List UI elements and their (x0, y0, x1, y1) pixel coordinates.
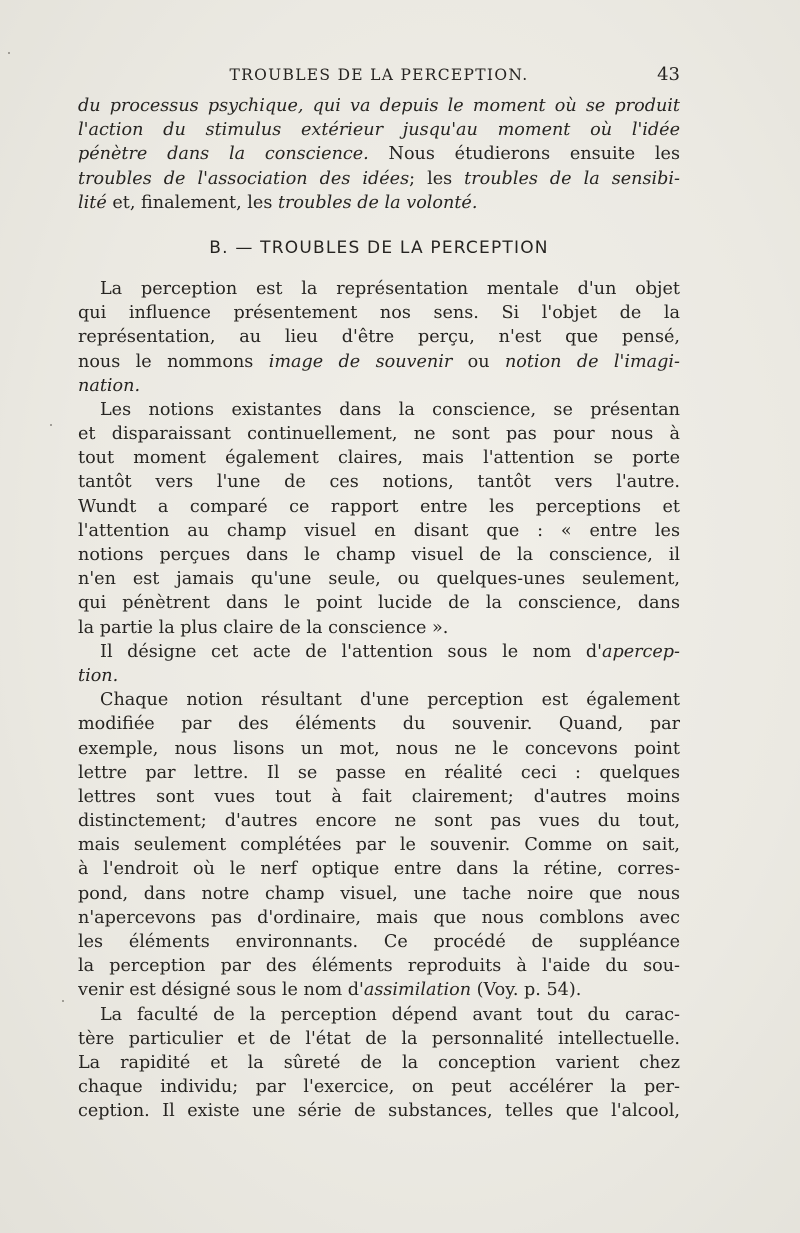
paper-speck (62, 1000, 64, 1002)
text-run: venir est désigné sous le nom d' (78, 980, 364, 1001)
text-run: tout moment également claires, mais l'attention se porte (78, 448, 680, 469)
text-line (78, 142, 680, 166)
paragraph (78, 277, 680, 398)
text-line (78, 785, 680, 809)
text-line (78, 737, 680, 761)
text-run: exemple, nous lisons un mot, nous ne le concevons point (78, 738, 680, 759)
text-run: modifiée par des éléments du souvenir. Quand, par (78, 714, 680, 735)
italic-phrase: troubles de la volonté. (277, 192, 478, 213)
text-line (78, 857, 680, 881)
text-run: Nous étudierons ensuite les (368, 144, 680, 165)
text-line (78, 567, 680, 591)
text-run: mais seulement complétées par le souvenir. Comme on sait, (78, 835, 680, 856)
text-run: chaque individu; par l'exercice, on peut accélérer la per- (78, 1077, 680, 1098)
text-line (78, 954, 680, 978)
text-line (78, 761, 680, 785)
text-line (78, 616, 680, 640)
section-heading: B. — TROUBLES DE LA PERCEPTION (209, 237, 549, 258)
text-run: pond, dans notre champ visuel, une tache noire que nous (78, 883, 680, 904)
text-line (78, 1099, 680, 1123)
paragraph (78, 1003, 680, 1124)
text-line (78, 350, 680, 374)
italic-phrase: l'action du stimulus extérieur jusqu'au moment où l'idée (78, 120, 680, 141)
intro-paragraph (78, 94, 680, 215)
italic-phrase: du processus psychique, qui va depuis le moment où se produit (78, 96, 680, 116)
text-line (78, 978, 680, 1002)
text-line (78, 882, 680, 906)
text-run: La perception est la représentation mentale d'un objet (100, 278, 680, 299)
text-line (78, 1027, 680, 1051)
text-line (78, 191, 680, 215)
paragraph (78, 398, 680, 640)
text-run: la partie la plus claire de la conscience ». (78, 617, 449, 638)
text-line (78, 325, 680, 349)
text-run: les éléments environnants. Ce procédé de suppléance (78, 932, 680, 952)
text-run: La faculté de la perception dépend avant tout du carac- (100, 1004, 680, 1025)
text-line (78, 664, 680, 688)
text-run: l'attention au champ visuel en disant que : « entre les (78, 520, 680, 541)
text-run: La rapidité et la sûreté de la conception varient chez (78, 1052, 680, 1073)
text-run: à l'endroit où le nerf optique entre dans la rétine, corres- (78, 859, 680, 880)
italic-phrase: tion. (78, 665, 119, 686)
text-line (78, 1051, 680, 1075)
text-line (78, 833, 680, 857)
paragraph (78, 688, 680, 1002)
text-run: n'en est jamais qu'une seule, ou quelques-unes seulement, (78, 569, 680, 590)
italic-phrase: troubles de l'association des idées (78, 168, 410, 189)
text-run: et, finalement, les (106, 192, 278, 213)
text-run: nous le nommons (78, 351, 269, 372)
text-run: n'apercevons pas d'ordinaire, mais que nous comblons avec (78, 907, 680, 928)
text-run: représentation, au lieu d'être perçu, n'est que pensé, (78, 327, 680, 348)
text-line (78, 591, 680, 615)
text-run: Il désigne cet acte de l'attention sous le nom d' (100, 641, 602, 662)
text-run: lettres sont vues tout à fait clairement; d'autres moins (78, 786, 680, 807)
text-line (78, 422, 680, 446)
text-run: Chaque notion résultant d'une perception est également (100, 690, 680, 711)
italic-phrase: troubles de la sensibi- (464, 168, 680, 189)
italic-phrase: assimilation (363, 980, 472, 1001)
body-text (78, 94, 680, 1124)
italic-phrase: notion de l'imagi- (504, 351, 680, 372)
text-run: la perception par des éléments reproduits à l'aide du sou- (78, 956, 680, 977)
italic-phrase: lité (78, 192, 107, 213)
text-line (78, 688, 680, 712)
paper-speck (50, 424, 52, 426)
text-run: ou (452, 351, 505, 372)
paragraph (78, 640, 680, 688)
text-run: ception. Il existe une série de substances, telles que l'alcool, (78, 1101, 680, 1122)
text-line (78, 495, 680, 519)
text-line (78, 1003, 680, 1027)
text-run: tère particulier et de l'état de la personnalité intellectuelle. (78, 1028, 680, 1049)
paper-speck (8, 52, 10, 54)
text-run: Wundt a comparé ce rapport entre les perceptions et (78, 496, 680, 517)
text-line (78, 470, 680, 494)
text-run: distinctement; d'autres encore ne sont pas vues du tout, (78, 811, 680, 832)
text-line (78, 301, 680, 325)
text-line (78, 906, 680, 930)
text-run: qui pénètrent dans le point lucide de la conscience, dans (78, 593, 680, 614)
text-run: qui influence présentement nos sens. Si l'objet de la (78, 303, 680, 324)
text-line (78, 167, 680, 191)
text-run: notions perçues dans le champ visuel de la conscience, il (78, 545, 680, 565)
text-run: et disparaissant continuellement, ne sont pas pour nous à (78, 424, 680, 445)
page-number: 43 (657, 64, 680, 85)
text-line (78, 543, 680, 567)
italic-phrase: pénètre dans la conscience. (78, 144, 369, 165)
text-line (78, 94, 680, 118)
text-line (78, 712, 680, 736)
text-line (78, 446, 680, 470)
running-title: TROUBLES DE LA PERCEPTION. (229, 66, 529, 84)
text-line (78, 374, 680, 398)
text-run: tantôt vers l'une de ces notions, tantôt vers l'autre. (78, 472, 680, 493)
italic-phrase: image de souvenir (268, 351, 453, 372)
page-header (78, 64, 680, 92)
text-line (78, 277, 680, 301)
text-line (78, 118, 680, 142)
text-line (78, 809, 680, 833)
text-line (78, 930, 680, 954)
text-line (78, 640, 680, 664)
text-line (78, 519, 680, 543)
text-line (78, 1075, 680, 1099)
text-run: ; les (409, 168, 465, 189)
text-run: (Voy. p. 54). (471, 980, 582, 1001)
italic-phrase: apercep- (601, 641, 680, 662)
italic-phrase: nation. (78, 375, 141, 396)
text-run: Les notions existantes dans la conscience, se présentan (100, 399, 680, 420)
text-run: lettre par lettre. Il se passe en réalité ceci : quelques (78, 762, 680, 783)
section-body (78, 277, 680, 1124)
text-line (78, 398, 680, 422)
